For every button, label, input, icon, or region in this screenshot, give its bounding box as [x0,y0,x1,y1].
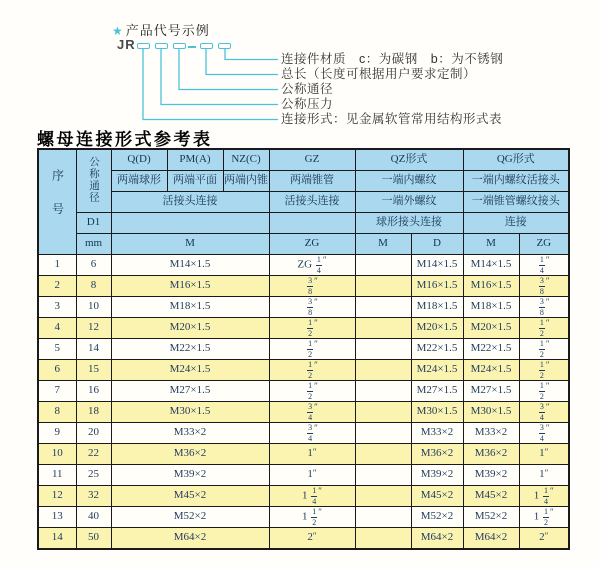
fraction-numerator: 1 [539,359,544,369]
fraction-whole: 1 [307,468,313,481]
cell-qg-zg [519,318,569,339]
fraction-numerator: 3 [308,275,313,285]
cell-qz-m [355,444,411,465]
inch-mark: ″ [544,531,549,542]
table-row [38,486,569,507]
cell-dn: 12 [76,318,111,339]
cell-dn: 18 [76,402,111,423]
cell-gz [269,528,355,550]
fraction-whole: 1 [307,447,313,460]
cell-m: M52×2 [111,507,269,528]
header-dn [76,149,111,213]
stacked-fraction [307,277,313,296]
cell-qz-m [355,402,411,423]
fraction-numerator: 1 [539,254,544,264]
cell-seq: 3 [38,297,76,318]
header-desc-qz2: 一端外螺纹 [355,192,463,213]
header-desc-qg1: 一端内螺纹活接头 [463,171,569,192]
cell-qg-zg [519,402,569,423]
cell-qg-zg [519,444,569,465]
cell-qz-d: M27×1.5 [411,381,463,402]
cell-gz [269,255,355,276]
stacked-fraction [311,508,317,527]
inch-mark: ″ [545,401,550,412]
stacked-fraction [539,403,545,422]
stacked-fraction [307,340,313,359]
fraction-prefix: ZG [297,258,315,271]
inch-mark: ″ [545,338,550,349]
stacked-fraction [539,340,545,359]
fraction-whole: 1 [539,447,545,460]
cell-m: M27×1.5 [111,381,269,402]
cell-qz-m [355,486,411,507]
cell-qz-d: M20×1.5 [411,318,463,339]
header-qz-m: M [355,234,411,255]
cell-qg-zg [519,255,569,276]
cell-qg-m: M52×2 [463,507,519,528]
fraction-denominator: 2 [539,349,544,359]
cell-dn: 32 [76,486,111,507]
fraction-numerator: 1 [544,485,549,495]
fraction-whole: 1 [302,510,311,523]
stacked-fraction [307,361,313,380]
cell-qz-d: M52×2 [411,507,463,528]
fraction-numerator: 3 [308,296,313,306]
stacked-fraction [539,298,545,317]
header-mm: mm [76,234,111,255]
stacked-fraction [307,424,313,443]
header-qz-d: D [411,234,463,255]
header-seq-label: 序号 [50,168,65,236]
cell-qz-d: M18×1.5 [411,297,463,318]
inch-mark: ″ [545,275,550,286]
cell-dn: 6 [76,255,111,276]
header-col-qg: QG形式 [463,149,569,171]
header-desc-gz: 两端锥管 [269,171,355,192]
fraction-numerator: 1 [308,317,313,327]
cell-qz-d: M39×2 [411,465,463,486]
stacked-fraction [307,298,313,317]
inch-mark: ″ [314,380,318,391]
cell-gz [269,486,355,507]
header-col-gz: GZ [269,149,355,171]
cell-gz [269,465,355,486]
fraction-denominator: 4 [539,265,544,275]
cell-gz [269,402,355,423]
cell-gz [269,360,355,381]
fraction-denominator: 2 [308,391,313,401]
fraction-denominator: 4 [308,412,313,422]
header-col-qd: Q(D) [111,149,167,171]
cell-qg-m: M27×1.5 [463,381,519,402]
inch-mark: ″ [314,296,318,307]
cell-qz-m [355,276,411,297]
inch-mark: ″ [314,422,318,433]
fraction-whole: 1 [539,468,545,481]
header-desc-nz: 两端内锥 [223,171,269,192]
fraction-numerator: 3 [539,275,544,285]
product-code-heading-text: 产品代号示例 [125,23,210,38]
fraction-denominator: 8 [308,307,313,317]
cell-qz-m [355,297,411,318]
inch-mark: ″ [544,468,549,479]
cell-m: M36×2 [111,444,269,465]
inch-mark: ″ [312,531,317,542]
fraction-numerator: 1 [308,380,313,390]
stacked-fraction [543,487,549,506]
cell-dn: 20 [76,423,111,444]
table-row [38,381,569,402]
cell-qg-m: M18×1.5 [463,297,519,318]
stacked-fraction [539,424,545,443]
cell-qg-m: M45×2 [463,486,519,507]
header-col-pm: PM(A) [167,149,223,171]
stacked-fraction [307,319,313,338]
fraction-whole: 1 [302,489,311,502]
table-row [38,507,569,528]
fraction-whole: 2 [307,531,313,544]
header-m: M [111,234,269,255]
fraction-denominator: 2 [308,328,313,338]
inch-mark: ″ [545,359,550,370]
cell-qz-d: M64×2 [411,528,463,550]
cell-qg-m: M36×2 [463,444,519,465]
cell-m: M64×2 [111,528,269,550]
table-row [38,465,569,486]
cell-qg-zg [519,423,569,444]
cell-m: M20×1.5 [111,318,269,339]
header-conn-qz: 球形接头连接 [355,213,463,234]
cell-dn: 15 [76,360,111,381]
cell-m: M16×1.5 [111,276,269,297]
fraction-numerator: 3 [539,422,544,432]
cell-gz [269,297,355,318]
cell-qz-d: M14×1.5 [411,255,463,276]
cell-dn: 25 [76,465,111,486]
fraction-numerator: 1 [316,254,321,264]
cell-dn: 40 [76,507,111,528]
cell-qz-d: M22×1.5 [411,339,463,360]
inch-mark: ″ [550,506,554,517]
code-prefix: JR [117,37,136,52]
cell-seq: 4 [38,318,76,339]
fraction-numerator: 1 [544,506,549,516]
table-row [38,297,569,318]
table-body [38,255,569,550]
cell-qg-m: M30×1.5 [463,402,519,423]
cell-qz-m [355,507,411,528]
legend-label-length: 总长（长度可根据用户要求定制） [281,67,477,81]
stacked-fraction [539,277,545,296]
inch-mark: ″ [545,380,550,391]
cell-m: M22×1.5 [111,339,269,360]
cell-seq: 13 [38,507,76,528]
fraction-denominator: 8 [539,307,544,317]
inch-mark: ″ [314,401,318,412]
fraction-denominator: 4 [539,412,544,422]
stacked-fraction [311,487,317,506]
fraction-numerator: 3 [539,296,544,306]
stacked-fraction [539,319,545,338]
cell-qg-m: M20×1.5 [463,318,519,339]
cell-qz-d: M36×2 [411,444,463,465]
header-desc-qz1: 一端内螺纹 [355,171,463,192]
cell-qg-zg [519,507,569,528]
cell-qg-m: M14×1.5 [463,255,519,276]
fraction-numerator: 3 [539,401,544,411]
fraction-numerator: 1 [539,338,544,348]
header-qg-zg: ZG [519,234,569,255]
header-desc-pm: 两端平面 [167,171,223,192]
cell-qz-m [355,465,411,486]
cell-m: M30×1.5 [111,402,269,423]
fraction-denominator: 4 [312,496,317,506]
cell-gz [269,339,355,360]
header-qg-m: M [463,234,519,255]
cell-qg-zg [519,339,569,360]
fraction-denominator: 2 [544,517,549,527]
cell-qz-m [355,381,411,402]
cell-m: M14×1.5 [111,255,269,276]
cell-qz-m [355,339,411,360]
stacked-fraction [539,382,545,401]
header-conn-left: 活接头连接 [111,192,269,213]
cell-gz [269,507,355,528]
cell-seq: 11 [38,465,76,486]
cell-m: M18×1.5 [111,297,269,318]
fraction-numerator: 3 [308,401,313,411]
cell-qz-m [355,255,411,276]
table-row [38,528,569,550]
cell-qz-d: M33×2 [411,423,463,444]
cell-seq: 1 [38,255,76,276]
stacked-fraction [307,403,313,422]
table-row [38,255,569,276]
cell-qg-zg [519,528,569,550]
cell-qg-zg [519,297,569,318]
stacked-fraction [539,256,545,275]
inch-mark: ″ [322,254,327,265]
fraction-denominator: 4 [308,433,313,443]
inch-mark: ″ [545,296,550,307]
table-row [38,423,569,444]
fraction-denominator: 2 [308,349,313,359]
cell-qz-m [355,423,411,444]
cell-gz [269,318,355,339]
fraction-denominator: 8 [308,286,313,296]
stacked-fraction [316,256,322,275]
stacked-fraction [307,382,313,401]
cell-gz [269,423,355,444]
cell-qz-d: M45×2 [411,486,463,507]
cell-seq: 6 [38,360,76,381]
cell-seq: 2 [38,276,76,297]
cell-qg-zg [519,486,569,507]
legend-label-connection: 连接形式：见金属软管常用结构形式表 [281,112,503,126]
fraction-numerator: 1 [539,317,544,327]
cell-dn: 14 [76,339,111,360]
table-row [38,318,569,339]
cell-seq: 8 [38,402,76,423]
fraction-denominator: 2 [539,391,544,401]
header-conn-qg: 连接 [463,213,569,234]
table-header [38,149,569,255]
cell-qz-d: M24×1.5 [411,360,463,381]
cell-qz-d: M30×1.5 [411,402,463,423]
cell-seq: 7 [38,381,76,402]
inch-mark: ″ [545,422,550,433]
cell-m: M45×2 [111,486,269,507]
header-seq [38,149,76,255]
stacked-fraction [543,508,549,527]
fraction-whole: 1 [533,510,543,523]
header-desc-qd: 两端球形 [111,171,167,192]
table-title: 螺母连接形式参考表 [37,130,213,149]
cell-seq: 12 [38,486,76,507]
legend-label-diameter: 公称通径 [281,82,334,96]
inch-mark: ″ [312,468,317,479]
inch-mark: ″ [318,506,322,517]
fraction-numerator: 1 [539,380,544,390]
stacked-fraction [539,361,545,380]
fraction-numerator: 1 [312,485,317,495]
cell-dn: 8 [76,276,111,297]
table-row [38,402,569,423]
header-empty-gz [269,213,355,234]
header-desc-qg2: 一端锥管螺纹接头 [463,192,569,213]
inch-mark: ″ [314,275,318,286]
cell-gz [269,381,355,402]
fraction-denominator: 8 [539,286,544,296]
cell-dn: 22 [76,444,111,465]
cell-qg-zg [519,465,569,486]
inch-mark: ″ [550,485,554,496]
cell-m: M24×1.5 [111,360,269,381]
header-d1: D1 [76,213,111,234]
fraction-denominator: 4 [316,265,321,275]
legend-label-material: 连接件材质 c：为碳钢 b：为不锈钢 [281,52,504,66]
cell-qg-zg [519,381,569,402]
header-dn-label: 公称通径 [88,155,99,203]
reference-table [37,148,570,550]
inch-mark: ″ [314,338,318,349]
cell-qg-m: M39×2 [463,465,519,486]
cell-dn: 10 [76,297,111,318]
fraction-denominator: 2 [308,370,313,380]
cell-qz-m [355,528,411,550]
cell-seq: 5 [38,339,76,360]
cell-qg-m: M64×2 [463,528,519,550]
inch-mark: ″ [544,447,549,458]
star-icon: ★ [112,24,124,38]
legend-label-pressure: 公称压力 [281,97,334,111]
cell-qz-m [355,318,411,339]
cell-qg-zg [519,276,569,297]
cell-dn: 50 [76,528,111,550]
inch-mark: ″ [314,317,318,328]
header-conn-gz: 活接头连接 [269,192,355,213]
inch-mark: ″ [318,485,322,496]
fraction-numerator: 1 [308,359,313,369]
fraction-numerator: 1 [308,338,313,348]
inch-mark: ″ [314,359,318,370]
cell-qz-m [355,360,411,381]
header-col-nz: NZ(C) [223,149,269,171]
fraction-denominator: 4 [539,433,544,443]
cell-gz [269,444,355,465]
header-zg: ZG [269,234,355,255]
cell-seq: 14 [38,528,76,550]
cell-qg-m: M22×1.5 [463,339,519,360]
cell-dn: 16 [76,381,111,402]
table-row [38,360,569,381]
fraction-denominator: 2 [312,517,317,527]
cell-qg-m: M33×2 [463,423,519,444]
inch-mark: ″ [545,254,550,265]
cell-qg-m: M16×1.5 [463,276,519,297]
header-empty-left [111,213,269,234]
fraction-whole: 1 [533,489,543,502]
inch-mark: ″ [545,317,550,328]
cell-m: M39×2 [111,465,269,486]
inch-mark: ″ [312,447,317,458]
cell-gz [269,276,355,297]
cell-qz-d: M16×1.5 [411,276,463,297]
cell-m: M33×2 [111,423,269,444]
fraction-numerator: 3 [308,422,313,432]
cell-seq: 10 [38,444,76,465]
cell-seq: 9 [38,423,76,444]
cell-qg-zg [519,360,569,381]
fraction-denominator: 2 [539,328,544,338]
cell-qg-m: M24×1.5 [463,360,519,381]
table-row [38,276,569,297]
fraction-denominator: 2 [539,370,544,380]
table-row [38,444,569,465]
fraction-denominator: 4 [544,496,549,506]
fraction-whole: 2 [539,531,545,544]
fraction-numerator: 1 [312,506,317,516]
table-row [38,339,569,360]
header-col-qz: QZ形式 [355,149,463,171]
